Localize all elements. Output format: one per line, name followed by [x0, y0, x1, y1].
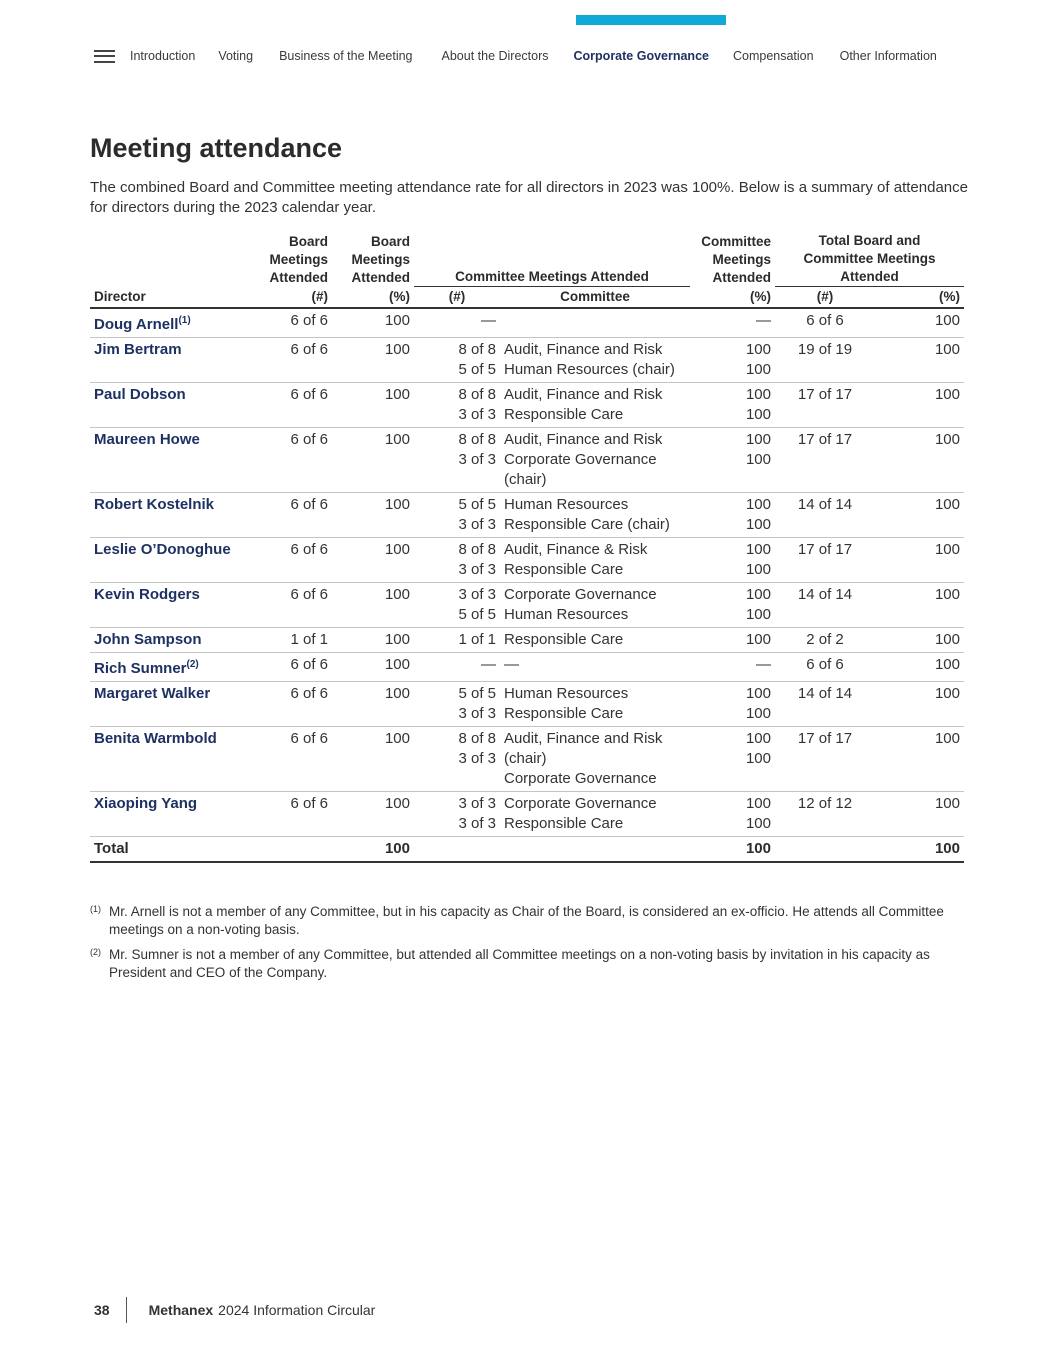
committee-meetings-pct-line: 100 [745, 730, 771, 747]
footnote [90, 946, 964, 982]
board-meetings-pct: 100 [332, 727, 414, 792]
footnote-text: Mr. Arnell is not a member of any Committee, but in his capacity as Chair of the Board, is considered an ex-officio. He attends all Committee meetings on a non-voting basis. [109, 904, 944, 937]
nav-item-corporate-governance[interactable]: Corporate Governance [573, 49, 709, 63]
total-meetings-pct: 100 [875, 628, 964, 653]
committee-meetings-count-line: 8 of 8 [458, 431, 496, 448]
footnotes [90, 903, 964, 989]
footnote-mark: (1) [90, 904, 101, 914]
total-meetings-count: 14 of 14 [775, 493, 875, 538]
page-title: Meeting attendance [90, 133, 343, 163]
footer-divider [126, 1297, 127, 1323]
hamburger-menu-icon[interactable] [94, 50, 115, 63]
board-meetings-count: 6 of 6 [257, 428, 332, 493]
total-meetings-pct: 100 [875, 338, 964, 383]
committee-meetings-pct [690, 493, 775, 538]
committee-name-line: Audit, Finance and Risk [504, 386, 663, 403]
total-meetings-count: 12 of 12 [775, 792, 875, 837]
header-committee-pct-unit: (%) [690, 287, 775, 309]
committee-meetings-count-line: 8 of 8 [458, 730, 496, 747]
board-meetings-pct: 100 [332, 308, 414, 338]
director-name [90, 428, 257, 493]
header-committee-meetings-pct: Committee Meetings Attended [701, 233, 771, 285]
director-name-text: Doug Arnell [94, 316, 179, 333]
total-meetings-pct: 100 [875, 308, 964, 338]
committee-meetings-pct-line: 100 [745, 341, 771, 358]
committee-meetings-pct [690, 653, 775, 682]
total-meetings-count: 6 of 6 [775, 308, 875, 338]
total-meetings-pct: 100 [875, 538, 964, 583]
total-label: Total [90, 837, 257, 863]
committee-meetings-count-line: 3 of 3 [458, 561, 496, 578]
table-row [90, 628, 964, 653]
committee-meetings-count-line: 3 of 3 [458, 406, 496, 423]
table-row [90, 493, 964, 538]
director-name-text: Kevin Rodgers [94, 586, 200, 603]
page-number: 38 [94, 1302, 110, 1318]
nav-item-introduction[interactable]: Introduction [130, 49, 196, 63]
committee-meetings-count [414, 308, 500, 338]
committee-name [500, 727, 690, 792]
committee-meetings-count [414, 538, 500, 583]
table-row [90, 428, 964, 493]
top-navigation [94, 47, 937, 65]
director-name-text: Paul Dobson [94, 386, 186, 403]
director-name [90, 727, 257, 792]
total-meetings-count: 17 of 17 [775, 383, 875, 428]
committee-meetings-count-line: 3 of 3 [458, 451, 496, 468]
footnote-text: Mr. Sumner is not a member of any Committee, but attended all Committee meetings on a non-voting basis by invitation in his capacity as President and CEO of the Company. [109, 947, 930, 980]
committee-meetings-pct-line: 100 [745, 361, 771, 378]
board-meetings-count: 6 of 6 [257, 583, 332, 628]
committee-name-line: Responsible Care [504, 561, 624, 578]
total-meetings-count: 14 of 14 [775, 682, 875, 727]
committee-meetings-pct-line: 100 [745, 386, 771, 403]
total-meetings-pct: 100 [875, 653, 964, 682]
committee-meetings-count-line: 5 of 5 [458, 361, 496, 378]
committee-meetings-pct [690, 628, 775, 653]
committee-meetings-pct-line: 100 [745, 606, 771, 623]
nav-item-voting[interactable]: Voting [218, 49, 254, 63]
committee-meetings-count-line: 3 of 3 [458, 795, 496, 812]
board-meetings-pct: 100 [332, 493, 414, 538]
committee-meetings-count [414, 682, 500, 727]
attendance-table-body [90, 308, 964, 837]
director-name [90, 792, 257, 837]
director-name-text: John Sampson [94, 631, 202, 648]
footnote-reference: (2) [186, 659, 199, 670]
committee-name-line: Audit, Finance & Risk [504, 541, 648, 558]
director-name-text: Robert Kostelnik [94, 496, 215, 513]
committee-meetings-count-line: 3 of 3 [458, 750, 496, 767]
director-name-text: Leslie O’Donoghue [94, 541, 231, 558]
board-meetings-count: 6 of 6 [257, 682, 332, 727]
board-meetings-count: 6 of 6 [257, 653, 332, 682]
committee-meetings-pct [690, 583, 775, 628]
board-meetings-pct: 100 [332, 538, 414, 583]
committee-meetings-count-line: 8 of 8 [458, 341, 496, 358]
committee-meetings-pct [690, 792, 775, 837]
total-meetings-count: 2 of 2 [775, 628, 875, 653]
committee-name-line: — [504, 656, 519, 673]
total-meetings-pct: 100 [875, 583, 964, 628]
committee-meetings-pct-line: 100 [745, 451, 771, 468]
director-name [90, 538, 257, 583]
table-row [90, 538, 964, 583]
total-meetings-count: 17 of 17 [775, 538, 875, 583]
committee-meetings-count [414, 653, 500, 682]
total-row [90, 837, 964, 863]
board-meetings-pct: 100 [332, 338, 414, 383]
committee-name-line: Human Resources [504, 606, 629, 623]
committee-meetings-count [414, 727, 500, 792]
director-name [90, 338, 257, 383]
committee-meetings-pct-line: 100 [745, 750, 771, 767]
header-total-num-unit: (#) [775, 287, 875, 309]
committee-meetings-pct-line: 100 [745, 541, 771, 558]
page-footer [94, 1297, 375, 1323]
board-meetings-count: 6 of 6 [257, 792, 332, 837]
committee-name-line: Corporate Governance [504, 795, 657, 812]
committee-name-line: Audit, Finance and Risk [504, 341, 663, 358]
committee-meetings-pct-line: 100 [745, 561, 771, 578]
total-meetings-pct: 100 [875, 792, 964, 837]
table-row [90, 653, 964, 682]
total-meetings-pct: 100 [875, 493, 964, 538]
committee-name-line: Responsible Care [504, 406, 624, 423]
total-board-pct: 100 [332, 837, 414, 863]
committee-meetings-pct-line: 100 [745, 705, 771, 722]
committee-name [500, 583, 690, 628]
director-name-text: Jim Bertram [94, 341, 182, 358]
committee-name [500, 428, 690, 493]
committee-meetings-pct [690, 428, 775, 493]
committee-name [500, 383, 690, 428]
committee-meetings-pct-line: 100 [745, 815, 771, 832]
footnote-mark: (2) [90, 947, 101, 957]
committee-name-line: Responsible Care [504, 705, 624, 722]
header-committee-name: Committee [500, 287, 690, 309]
header-committee-num-unit: (#) [414, 287, 500, 309]
board-meetings-pct: 100 [332, 792, 414, 837]
committee-name [500, 628, 690, 653]
director-name-text: Benita Warmbold [94, 730, 217, 747]
header-board-pct-unit: (%) [332, 287, 414, 309]
nav-item-compensation[interactable]: Compensation [732, 49, 814, 63]
board-meetings-count: 6 of 6 [257, 538, 332, 583]
board-meetings-pct: 100 [332, 428, 414, 493]
nav-item-about-the-directors[interactable]: About the Directors [441, 49, 549, 63]
table-row [90, 682, 964, 727]
nav-item-business-of-the-meeting[interactable]: Business of the Meeting [279, 49, 413, 63]
board-meetings-count: 6 of 6 [257, 308, 332, 338]
committee-name-line: Responsible Care [504, 631, 624, 648]
committee-meetings-pct-line: — [756, 656, 771, 673]
total-meetings-count: 19 of 19 [775, 338, 875, 383]
committee-name [500, 308, 690, 338]
header-total-meetings: Total Board and Committee Meetings Attended [775, 232, 964, 287]
committee-meetings-pct-line: 100 [745, 431, 771, 448]
committee-meetings-count [414, 628, 500, 653]
director-name [90, 383, 257, 428]
committee-meetings-count-line: — [481, 656, 496, 673]
director-name-text: Rich Sumner [94, 660, 187, 677]
board-meetings-pct: 100 [332, 583, 414, 628]
committee-name-line: Corporate Governance (chair) [504, 451, 657, 488]
committee-meetings-pct-line: 100 [745, 586, 771, 603]
active-section-indicator [576, 15, 726, 25]
committee-meetings-pct-line: 100 [745, 795, 771, 812]
committee-name [500, 682, 690, 727]
table-row [90, 583, 964, 628]
attendance-table [90, 232, 964, 863]
committee-meetings-pct-line: 100 [745, 631, 771, 648]
committee-meetings-count-line: 1 of 1 [458, 631, 496, 648]
total-meetings-pct: 100 [875, 682, 964, 727]
committee-meetings-count-line: 5 of 5 [458, 685, 496, 702]
committee-meetings-pct [690, 338, 775, 383]
director-name-text: Maureen Howe [94, 431, 200, 448]
committee-meetings-count-line: 8 of 8 [458, 386, 496, 403]
committee-name [500, 493, 690, 538]
total-overall-pct: 100 [875, 837, 964, 863]
board-meetings-pct: 100 [332, 682, 414, 727]
committee-meetings-count-line: 5 of 5 [458, 496, 496, 513]
committee-meetings-count-line: 3 of 3 [458, 516, 496, 533]
committee-meetings-count-line: 3 of 3 [458, 815, 496, 832]
header-total-pct-unit: (%) [875, 287, 964, 309]
footnote-reference: (1) [178, 315, 191, 326]
director-name [90, 583, 257, 628]
board-meetings-count: 1 of 1 [257, 628, 332, 653]
board-meetings-count: 6 of 6 [257, 493, 332, 538]
committee-meetings-pct-line: — [756, 312, 771, 329]
brand-name: Methanex [148, 1302, 214, 1318]
director-name-text: Margaret Walker [94, 685, 211, 702]
committee-meetings-pct-line: 100 [745, 685, 771, 702]
header-committee-meetings: Committee Meetings Attended [414, 232, 690, 287]
total-meetings-count: 6 of 6 [775, 653, 875, 682]
table-row [90, 308, 964, 338]
director-name [90, 628, 257, 653]
director-name-text: Xiaoping Yang [94, 795, 198, 812]
board-meetings-pct: 100 [332, 628, 414, 653]
committee-meetings-count [414, 493, 500, 538]
committee-meetings-pct-line: 100 [745, 496, 771, 513]
committee-meetings-count [414, 792, 500, 837]
committee-meetings-count [414, 383, 500, 428]
table-row [90, 727, 964, 792]
committee-name [500, 792, 690, 837]
total-meetings-pct: 100 [875, 727, 964, 792]
director-name [90, 682, 257, 727]
committee-name [500, 653, 690, 682]
committee-meetings-count [414, 583, 500, 628]
total-meetings-count: 17 of 17 [775, 428, 875, 493]
director-name [90, 653, 257, 682]
committee-meetings-pct-line: 100 [745, 516, 771, 533]
header-board-meetings-num: Board Meetings Attended [269, 233, 328, 285]
committee-name [500, 338, 690, 383]
board-meetings-pct: 100 [332, 653, 414, 682]
header-director: Director [90, 287, 257, 309]
committee-meetings-count [414, 428, 500, 493]
total-meetings-pct: 100 [875, 428, 964, 493]
total-committee-pct: 100 [690, 837, 775, 863]
committee-name-line: Responsible Care (chair) [504, 516, 670, 533]
publication-title: 2024 Information Circular [218, 1302, 376, 1318]
total-meetings-count: 14 of 14 [775, 583, 875, 628]
header-board-num-unit: (#) [257, 287, 332, 309]
committee-name-line: Human Resources [504, 496, 629, 513]
table-row [90, 338, 964, 383]
committee-meetings-pct [690, 727, 775, 792]
board-meetings-count: 6 of 6 [257, 338, 332, 383]
committee-name-line: Corporate Governance [504, 586, 657, 603]
committee-meetings-pct [690, 383, 775, 428]
nav-item-other-information[interactable]: Other Information [839, 49, 937, 63]
committee-meetings-count-line: 3 of 3 [458, 586, 496, 603]
committee-meetings-pct-line: 100 [745, 406, 771, 423]
committee-name-line: Audit, Finance and Risk [504, 431, 663, 448]
board-meetings-pct: 100 [332, 383, 414, 428]
director-name [90, 493, 257, 538]
committee-meetings-count [414, 338, 500, 383]
committee-name-line: Responsible Care [504, 815, 624, 832]
board-meetings-count: 6 of 6 [257, 383, 332, 428]
intro-paragraph: The combined Board and Committee meeting attendance rate for all directors in 2023 was 100%. Below is a summary of attendance for directors during the 2023 calendar year. [90, 179, 968, 216]
total-meetings-count: 17 of 17 [775, 727, 875, 792]
header-board-meetings-pct: Board Meetings Attended [351, 233, 410, 285]
committee-name-line: Human Resources (chair) [504, 361, 675, 378]
committee-meetings-count-line: 5 of 5 [458, 606, 496, 623]
committee-meetings-count-line: 3 of 3 [458, 705, 496, 722]
committee-meetings-pct [690, 682, 775, 727]
committee-meetings-count-line: — [481, 312, 496, 329]
committee-meetings-count-line: 8 of 8 [458, 541, 496, 558]
committee-name-line: Audit, Finance and Risk (chair) [504, 730, 663, 767]
committee-meetings-pct [690, 538, 775, 583]
footnote [90, 903, 964, 939]
total-meetings-pct: 100 [875, 383, 964, 428]
committee-name-line: Human Resources [504, 685, 629, 702]
director-name [90, 308, 257, 338]
table-row [90, 792, 964, 837]
committee-meetings-pct [690, 308, 775, 338]
committee-name [500, 538, 690, 583]
table-row [90, 383, 964, 428]
committee-name-line: Corporate Governance [504, 770, 657, 787]
board-meetings-count: 6 of 6 [257, 727, 332, 792]
